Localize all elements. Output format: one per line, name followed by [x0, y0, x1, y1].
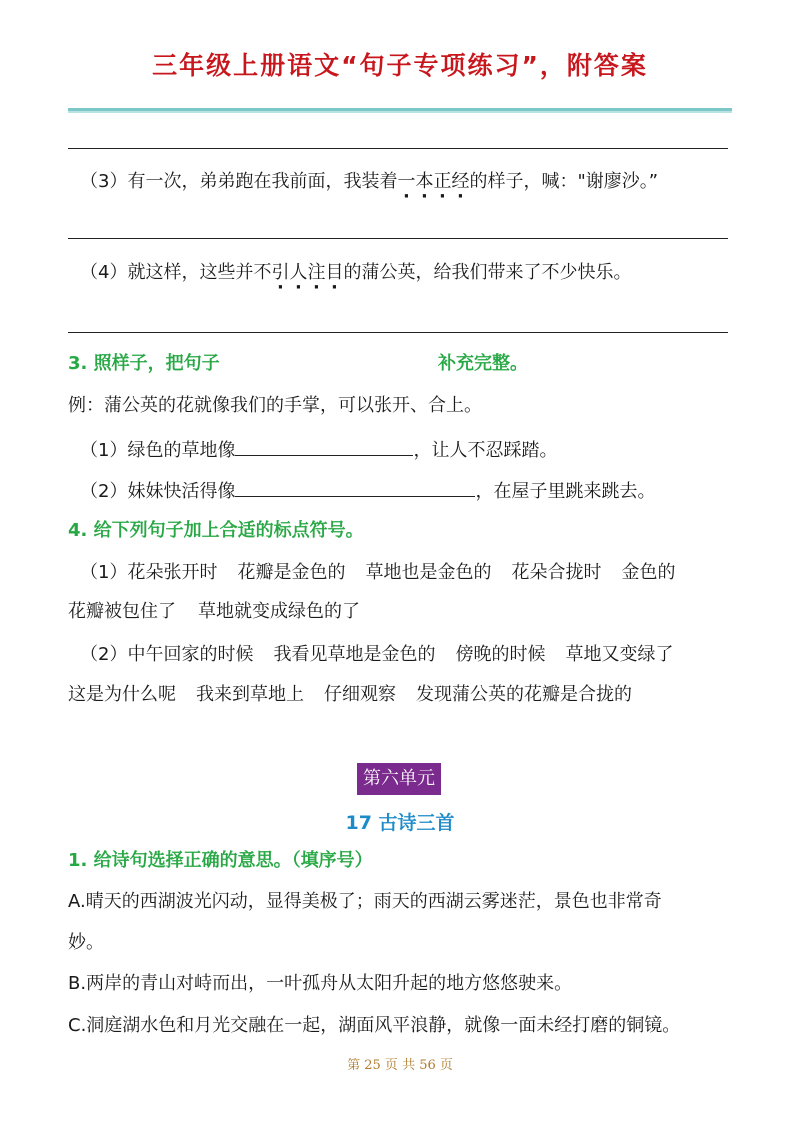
- lesson-title: 17 古诗三首: [345, 812, 455, 834]
- dotted-char: 一: [397, 171, 416, 192]
- dotted-char: 正: [433, 171, 452, 192]
- q3-item-2-before: （2）妹妹快活得像: [80, 481, 236, 502]
- page-title: 三年级上册语文“句子专项练习”，附答案: [152, 51, 648, 80]
- phrase: 我看见草地是金色的: [273, 644, 436, 665]
- dotted-char: 引: [271, 262, 290, 283]
- q3-item-1-before: （1）绿色的草地像: [80, 440, 236, 461]
- q3-heading-right: 补充完整。: [438, 353, 528, 374]
- option-b: B.两岸的青山对峙而出，一叶孤舟从太阳升起的地方悠悠驶来。: [68, 973, 573, 994]
- dotted-char: 经: [451, 171, 470, 192]
- phrase: 这是为什么呢: [68, 684, 176, 705]
- q3-heading-left: 3. 照样子，把句子: [68, 353, 220, 374]
- dotted-char: 注: [307, 262, 326, 283]
- option-c: C.洞庭湖水色和月光交融在一起，湖面风平浪静，就像一面未经打磨的铜镜。: [68, 1015, 681, 1036]
- phrase: 发现蒲公英的花瓣是合拢的: [416, 684, 632, 705]
- q4-heading: 4. 给下列句子加上合适的标点符号。: [68, 520, 364, 541]
- q3-item-1-after: ，让人不忍踩踏。: [413, 440, 558, 461]
- poem-question-heading: 1. 给诗句选择正确的意思。（填序号）: [68, 850, 373, 871]
- q3-item-2: [80, 478, 655, 504]
- phrase: 我来到草地上: [196, 684, 304, 705]
- q4-item-1-line-1: [80, 561, 675, 585]
- q2-item-4-after: 的蒲公英，给我们带来了不少快乐。: [343, 262, 632, 283]
- option-a-line-2: 妙。: [68, 932, 104, 953]
- phrase: 金色的: [621, 562, 676, 583]
- phrase: 草地就变成绿色的了: [198, 601, 360, 622]
- q2-item-4-before: （4）就这样，这些并不: [80, 262, 272, 283]
- q4-item-1-line-2: [68, 600, 360, 624]
- q3-item-2-after: ，在屋子里跳来跳去。: [475, 481, 656, 502]
- phrase: （1）花朵张开时: [80, 562, 218, 583]
- phrase: 花朵合拢时: [511, 562, 602, 583]
- fill-blank[interactable]: [235, 437, 413, 456]
- phrase: （2）中午回家的时候: [80, 644, 254, 665]
- q2-item-3-before: （3）有一次，弟弟跑在我前面，我装着: [80, 171, 398, 192]
- answer-line: [68, 332, 728, 333]
- phrase: 傍晚的时候: [455, 644, 546, 665]
- title-divider: [68, 108, 732, 113]
- dotted-char: 目: [325, 262, 344, 283]
- phrase: 仔细观察: [324, 684, 396, 705]
- dotted-char: 本: [415, 171, 434, 192]
- dotted-char: 人: [289, 262, 308, 283]
- page-footer: 第 25 页 共 56 页: [347, 1058, 453, 1073]
- q2-item-3: [80, 170, 658, 194]
- q2-item-4: [80, 261, 631, 285]
- option-a-line-1: A.晴天的西湖波光闪动，显得美极了；雨天的西湖云雾迷茫，景色也非常奇: [68, 891, 662, 912]
- q4-item-2-line-1: [80, 643, 673, 667]
- unit-badge: 第六单元: [357, 763, 441, 795]
- q3-item-1: [80, 437, 557, 463]
- phrase: 草地也是金色的: [365, 562, 492, 583]
- q4-item-2-line-2: [68, 683, 632, 707]
- phrase: 草地又变绿了: [565, 644, 674, 665]
- phrase: 花瓣被包住了: [68, 601, 176, 622]
- fill-blank[interactable]: [235, 478, 475, 497]
- q2-item-3-after: 的样子，喊："谢廖沙。”: [469, 171, 659, 192]
- q3-example: 例：蒲公英的花就像我们的手掌，可以张开、合上。: [68, 395, 482, 416]
- answer-line: [68, 238, 728, 239]
- answer-line: [68, 148, 728, 149]
- phrase: 花瓣是金色的: [237, 562, 346, 583]
